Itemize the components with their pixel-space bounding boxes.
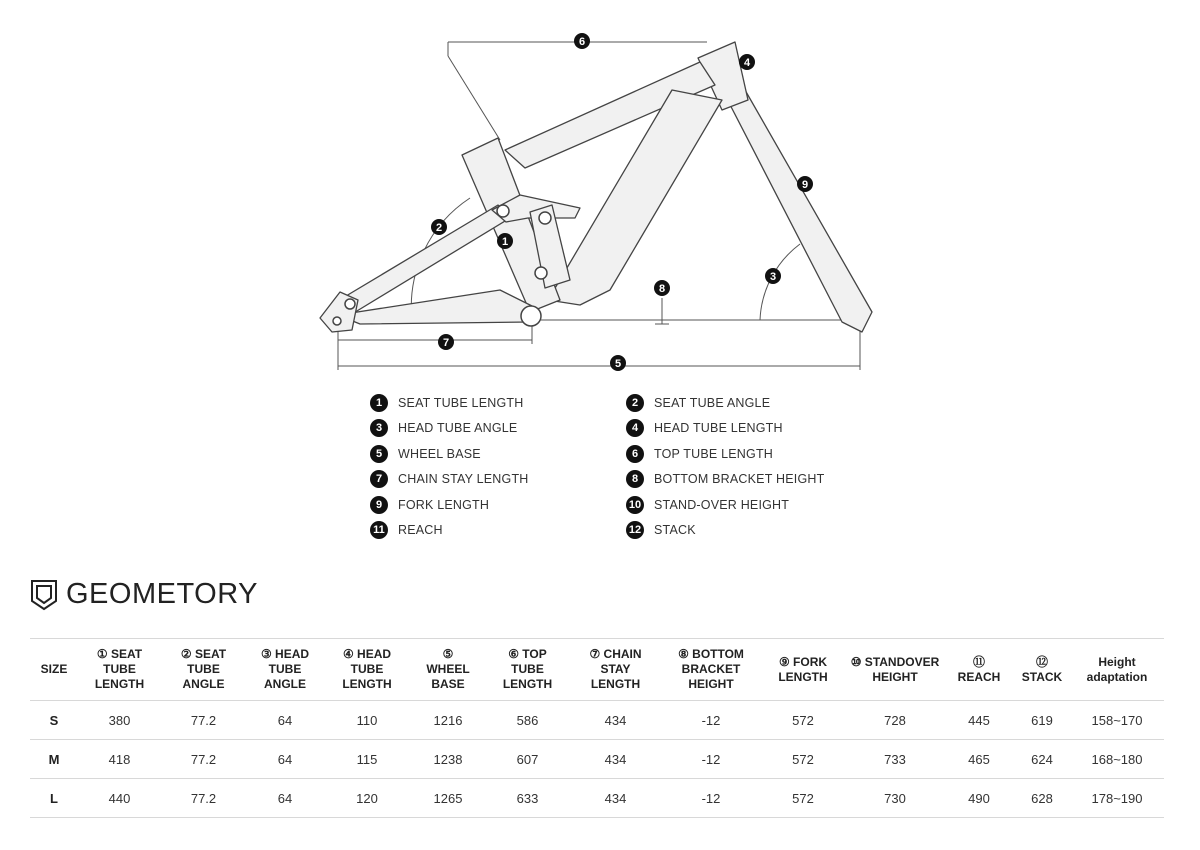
- column-header: [760, 639, 846, 701]
- column-header-line: STACK: [1021, 669, 1063, 684]
- column-header: [410, 639, 486, 701]
- table-cell: 730: [846, 779, 944, 818]
- table-row: [30, 701, 1164, 740]
- table-cell: 64: [246, 779, 324, 818]
- table-cell: 733: [846, 740, 944, 779]
- column-header: [846, 639, 944, 701]
- table-cell: 572: [760, 740, 846, 779]
- table-header-row: [30, 639, 1164, 701]
- table-cell: 619: [1014, 701, 1070, 740]
- column-header: [569, 639, 662, 701]
- table-row: [30, 740, 1164, 779]
- legend-item: [370, 394, 523, 412]
- legend-number: 7: [370, 470, 388, 488]
- legend-label: FORK LENGTH: [398, 498, 490, 512]
- legend-number: 9: [370, 496, 388, 514]
- frame-geometry-diagram: [0, 0, 1200, 380]
- shield-frame-icon: [30, 579, 58, 611]
- legend-number: 11: [370, 521, 388, 539]
- column-header-line: TUBE: [511, 662, 544, 676]
- table-cell: 178~190: [1070, 779, 1164, 818]
- column-header: [662, 639, 760, 701]
- column-header-line: LENGTH: [590, 677, 641, 691]
- column-header-line: BRACKET: [681, 662, 741, 676]
- table-cell: 115: [324, 740, 410, 779]
- column-header-line: ③ HEAD: [260, 647, 310, 661]
- legend-item: [626, 445, 773, 463]
- table-cell: -12: [662, 701, 760, 740]
- legend-item: [626, 496, 789, 514]
- table-cell: -12: [662, 740, 760, 779]
- table-cell: 445: [944, 701, 1014, 740]
- section-title: GEOMETORY: [66, 578, 258, 610]
- svg-text:8: 8: [658, 283, 666, 295]
- marker-4: [739, 54, 755, 70]
- column-header-line: ⑦ CHAIN: [589, 647, 642, 661]
- column-header-line: HEIGHT: [688, 677, 734, 691]
- legend-number: 8: [626, 470, 644, 488]
- legend-number: 2: [626, 394, 644, 412]
- table-cell: 77.2: [161, 779, 246, 818]
- column-header-line: TUBE: [350, 662, 384, 676]
- size-cell: L: [30, 779, 78, 818]
- column-header-line: ④ HEAD: [342, 647, 392, 661]
- column-header: [78, 639, 161, 701]
- legend-item: [370, 521, 443, 539]
- legend-label: CHAIN STAY LENGTH: [398, 472, 529, 486]
- table-cell: 490: [944, 779, 1014, 818]
- column-header: [246, 639, 324, 701]
- table-cell: 1265: [410, 779, 486, 818]
- size-cell: M: [30, 740, 78, 779]
- table-cell: 440: [78, 779, 161, 818]
- table-cell: 1238: [410, 740, 486, 779]
- column-header-line: WHEEL: [426, 662, 470, 676]
- legend-label: BOTTOM BRACKET HEIGHT: [654, 472, 825, 486]
- column-header-line: ⑨ FORK: [778, 654, 828, 669]
- legend-label: STACK: [654, 523, 696, 537]
- legend-number: 5: [370, 445, 388, 463]
- legend-number: 3: [370, 419, 388, 437]
- svg-text:5: 5: [614, 358, 622, 370]
- table-cell: 110: [324, 701, 410, 740]
- column-header-line: LENGTH: [342, 677, 392, 691]
- legend-item: [370, 470, 529, 488]
- column-header-line: TUBE: [268, 662, 302, 676]
- column-header: [1014, 639, 1070, 701]
- table-cell: 465: [944, 740, 1014, 779]
- column-header: [30, 639, 78, 701]
- legend-number: 6: [626, 445, 644, 463]
- column-header-line: ⑪: [972, 654, 985, 669]
- column-header-line: ⑤: [442, 647, 454, 661]
- table-cell: 434: [569, 701, 662, 740]
- legend-item: [370, 445, 481, 463]
- legend-item: [626, 419, 783, 437]
- column-header-line: LENGTH: [502, 677, 553, 691]
- table-cell: 418: [78, 740, 161, 779]
- legend-number: 12: [626, 521, 644, 539]
- table-cell: 434: [569, 740, 662, 779]
- column-header: [161, 639, 246, 701]
- marker-1: [497, 233, 513, 249]
- legend-label: REACH: [398, 523, 443, 537]
- column-header-line: STAY: [600, 662, 631, 676]
- column-header-line: BASE: [431, 677, 465, 691]
- table-cell: 120: [324, 779, 410, 818]
- geometry-heading: [30, 578, 258, 611]
- legend-number: 1: [370, 394, 388, 412]
- marker-8: [654, 280, 670, 296]
- column-header-line: ANGLE: [264, 677, 306, 691]
- column-header-line: ⑥ TOP: [508, 647, 547, 661]
- table-cell: 572: [760, 701, 846, 740]
- table-cell: 572: [760, 779, 846, 818]
- legend-item: [626, 470, 824, 488]
- table-cell: 158~170: [1070, 701, 1164, 740]
- table-cell: 624: [1014, 740, 1070, 779]
- marker-5: [610, 355, 626, 371]
- column-header-line: ② SEAT: [180, 647, 227, 661]
- table-cell: 628: [1014, 779, 1070, 818]
- marker-6: [574, 33, 590, 49]
- legend-label: HEAD TUBE ANGLE: [398, 421, 518, 435]
- column-header-line: ⑧ BOTTOM: [678, 647, 744, 661]
- column-header-line: LENGTH: [778, 669, 828, 684]
- legend-label: STAND-OVER HEIGHT: [654, 498, 790, 512]
- column-header: [1070, 639, 1164, 701]
- column-header-line: Height: [1098, 654, 1136, 669]
- legend-item: [370, 496, 489, 514]
- legend-label: WHEEL BASE: [398, 447, 481, 461]
- column-header-line: ⑫: [1035, 654, 1048, 669]
- column-header-line: TUBE: [187, 662, 220, 676]
- bike-frame: [320, 42, 872, 332]
- size-cell: S: [30, 701, 78, 740]
- svg-text:2: 2: [435, 222, 443, 234]
- legend-item: [626, 521, 696, 539]
- table-cell: 77.2: [161, 701, 246, 740]
- column-header-line: ① SEAT: [96, 647, 143, 661]
- marker-3: [765, 268, 781, 284]
- column-header-line: REACH: [957, 669, 1001, 684]
- legend-label: TOP TUBE LENGTH: [654, 447, 774, 461]
- column-header: [324, 639, 410, 701]
- table-cell: 607: [486, 740, 569, 779]
- marker-9: [797, 176, 813, 192]
- legend-item: [626, 394, 770, 412]
- svg-text:7: 7: [442, 337, 450, 349]
- column-header-line: SIZE: [40, 662, 68, 676]
- table-cell: 586: [486, 701, 569, 740]
- table-cell: -12: [662, 779, 760, 818]
- svg-text:6: 6: [578, 36, 586, 48]
- marker-2: [431, 219, 447, 235]
- svg-text:1: 1: [501, 236, 509, 248]
- svg-text:4: 4: [743, 57, 751, 69]
- legend-item: [370, 419, 517, 437]
- legend-label: SEAT TUBE LENGTH: [398, 396, 524, 410]
- legend-number: 10: [626, 496, 644, 514]
- geometry-table: [30, 638, 1164, 818]
- svg-text:3: 3: [769, 271, 777, 283]
- legend-label: HEAD TUBE LENGTH: [654, 421, 783, 435]
- table-cell: 728: [846, 701, 944, 740]
- table-row: [30, 779, 1164, 818]
- svg-text:9: 9: [801, 179, 809, 191]
- column-header-line: ⑩ STANDOVER: [850, 654, 940, 669]
- column-header: [486, 639, 569, 701]
- column-header-line: adaptation: [1086, 669, 1148, 684]
- table-cell: 64: [246, 740, 324, 779]
- legend-number: 4: [626, 419, 644, 437]
- column-header-line: LENGTH: [94, 677, 145, 691]
- table-cell: 168~180: [1070, 740, 1164, 779]
- table-cell: 633: [486, 779, 569, 818]
- column-header-line: ANGLE: [182, 677, 225, 691]
- table-cell: 64: [246, 701, 324, 740]
- column-header-line: TUBE: [103, 662, 136, 676]
- marker-7: [438, 334, 454, 350]
- legend-label: SEAT TUBE ANGLE: [654, 396, 771, 410]
- table-cell: 380: [78, 701, 161, 740]
- column-header-line: HEIGHT: [872, 669, 918, 684]
- table-cell: 1216: [410, 701, 486, 740]
- table-cell: 434: [569, 779, 662, 818]
- column-header: [944, 639, 1014, 701]
- table-cell: 77.2: [161, 740, 246, 779]
